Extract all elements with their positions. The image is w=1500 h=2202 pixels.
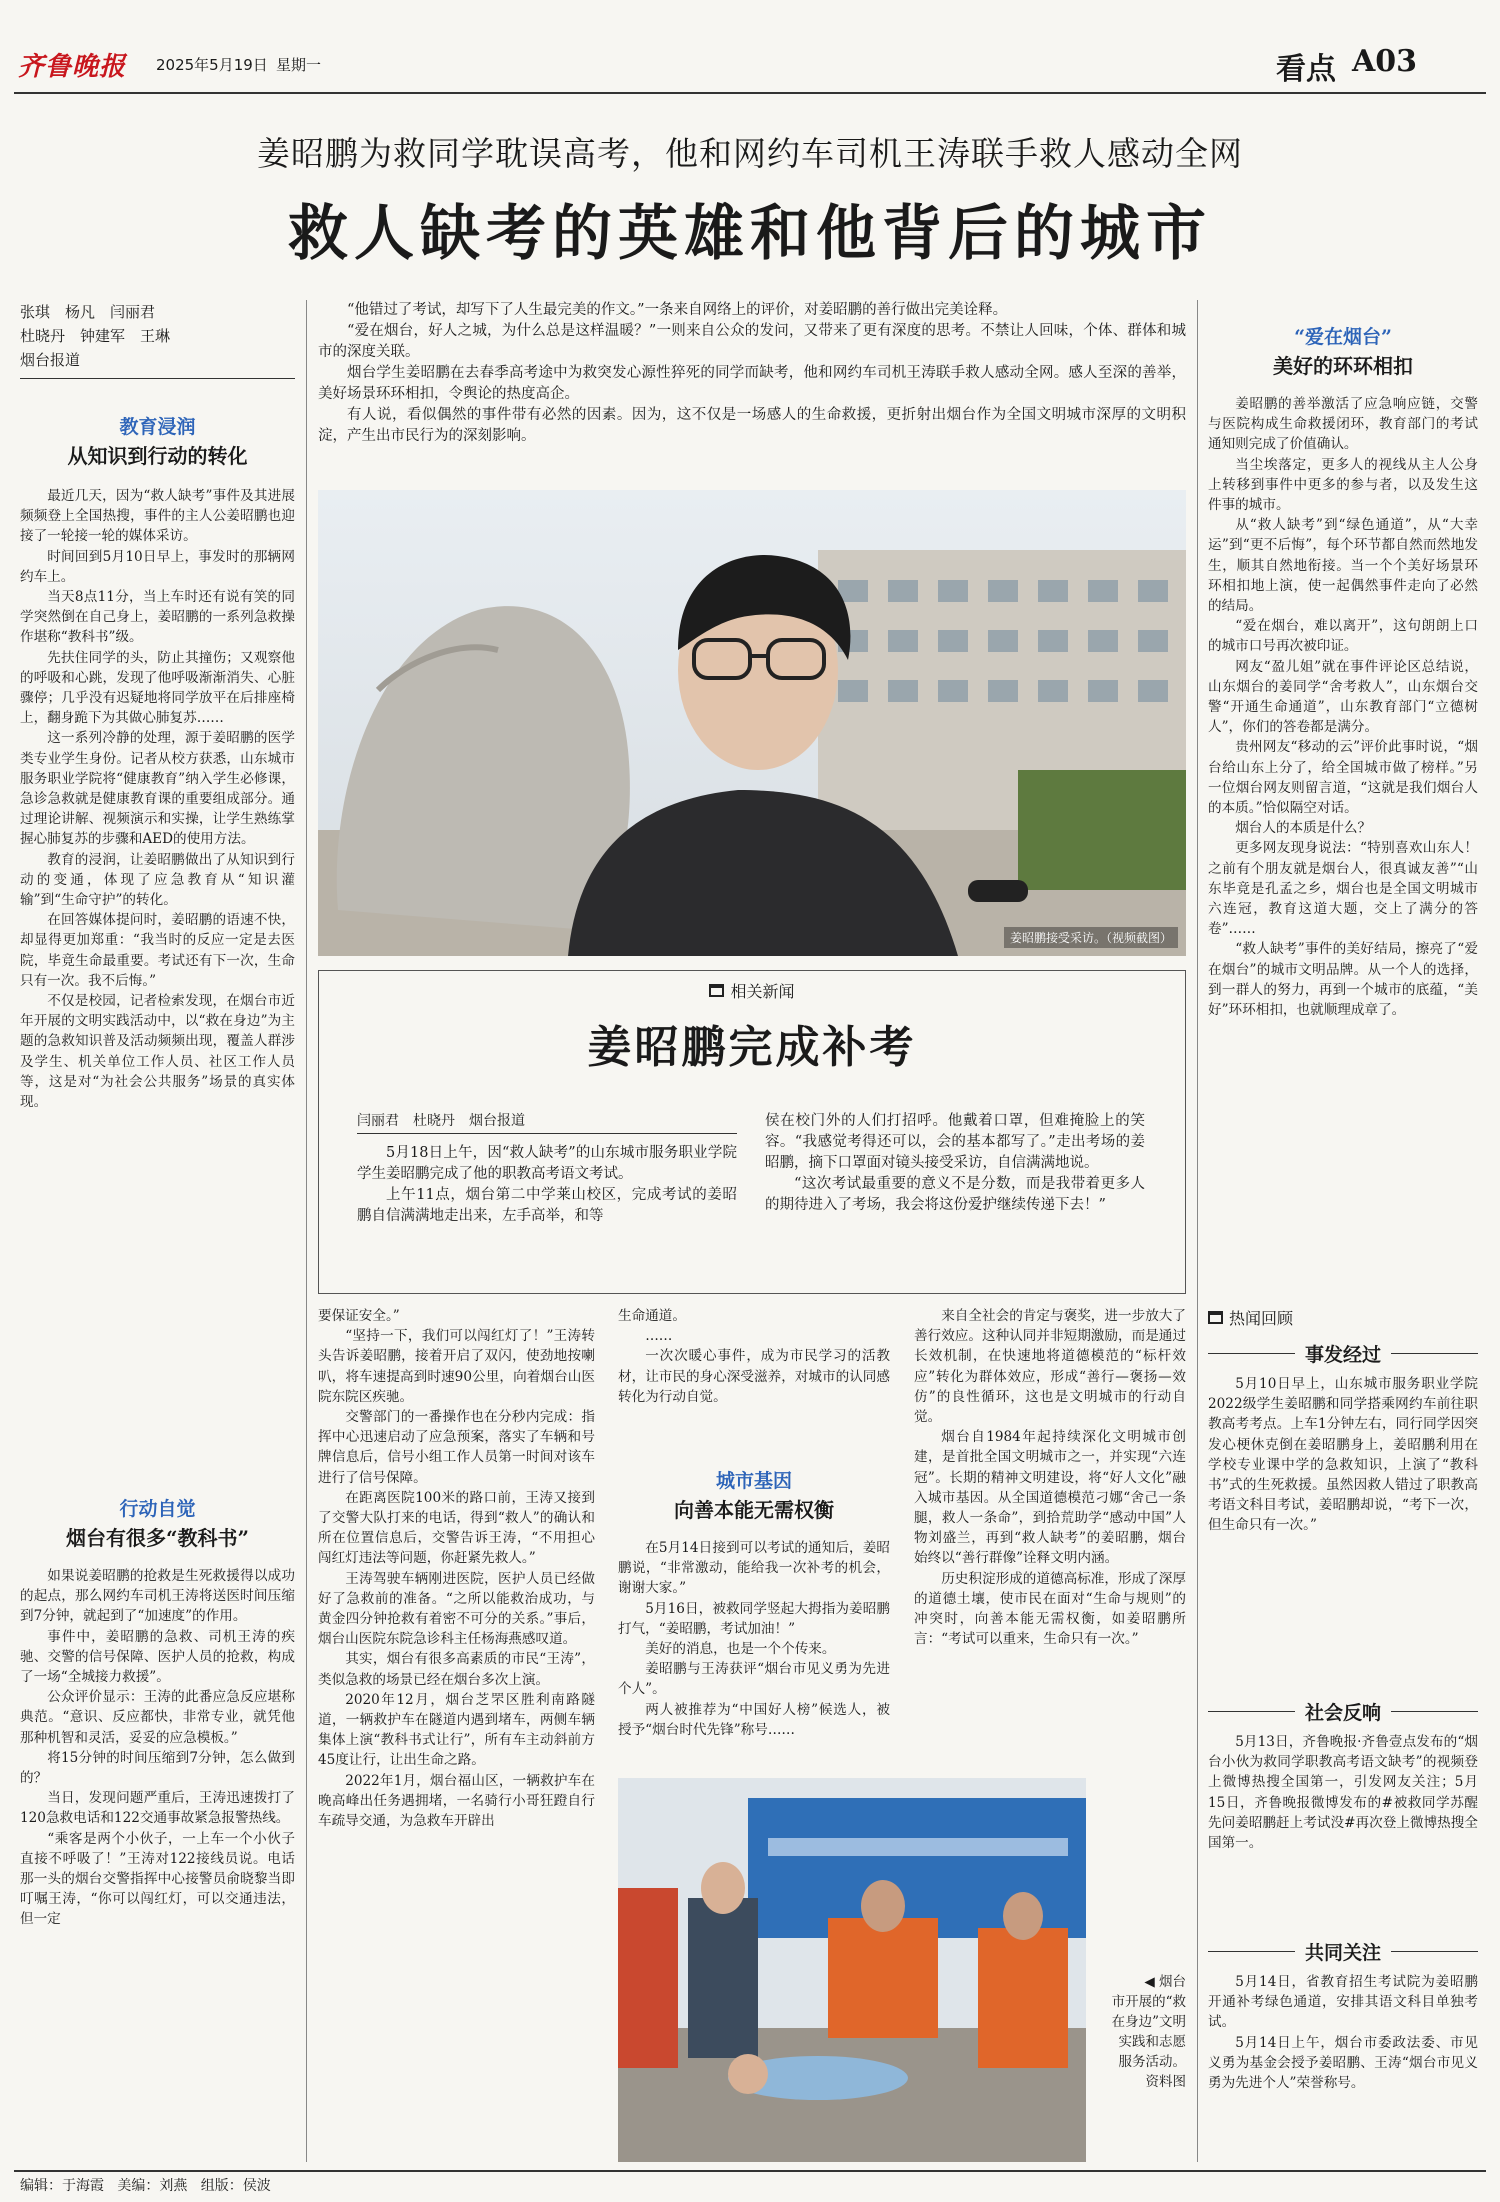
paragraph: 上午11点，烟台第二中学莱山校区，完成考试的姜昭鹏自信满满地走出来，左手高举，和等 <box>357 1187 737 1224</box>
paragraph: 5月14日，省教育招生考试院为姜昭鹏开通补考绿色通道，安排其语文科目单独考试。 <box>1208 1974 1478 2031</box>
hot-paragraph <box>1208 1972 1478 2162</box>
paragraph: 时间回到5月10日早上，事发时的那辆网约车上。 <box>20 548 295 585</box>
section3-title: 向善本能无需权衡 <box>674 1498 834 1522</box>
paragraph: 如果说姜昭鹏的抢救是生死救援得以成功的起点，那么网约车司机王涛将送医时间压缩到7分钟，就起到了“加速度”的作用。 <box>20 1568 295 1625</box>
paragraph: “救人缺考”事件的美好结局，擦亮了“爱在烟台”的城市文明品牌。从一个人的选择，到一群人的努力，再到一个城市的底蕴，“美好”环环相扣，也就顺理成章了。 <box>1208 941 1478 1019</box>
masthead <box>14 40 1486 90</box>
paragraph: 来自全社会的肯定与褒奖，进一步放大了善行效应。这种认同并非短期激励，而是通过长效机制，在快速地将道德模范的“标杆效应”转化为群体效应，形成“善行—褒扬—效仿”的良性循环，这也是文明城市的行动自觉。 <box>914 1308 1186 1426</box>
paragraph: 两人被推荐为“中国好人榜”候选人，被授予“烟台时代先锋”称号…… <box>618 1701 890 1738</box>
paragraph: “坚持一下，我们可以闯红灯了！”王涛转头告诉姜昭鹏，接着开启了双闪，使劲地按喇叭，将车速提高到时速90公里，向着烟台山医院东院区疾驰。 <box>318 1328 595 1405</box>
interview-photo-image <box>318 490 1186 956</box>
section2-title: 烟台有很多“教科书” <box>65 1526 249 1550</box>
heading-rule <box>1391 1951 1478 1953</box>
paragraph: “乘客是两个小伙子，一上车一个小伙子直接不呼吸了！”王涛对122接线员说。电话那一头的烟台交警指挥中心接警员俞晓黎当即叮嘱王涛，“你可以闯红灯，可以交通违法，但一定 <box>20 1830 295 1928</box>
heading-rule <box>1208 1353 1295 1355</box>
paragraph: 王涛驾驶车辆刚进医院，医护人员已经做好了急救前的准备。“之所以能救治成功，与黄金四分钟抢救有着密不可分的关系。”事后，烟台山医院东院急诊科主任杨海燕感叹道。 <box>318 1570 595 1648</box>
hot-paragraph <box>1208 1374 1478 1686</box>
paragraph: 教育的浸润，让姜昭鹏做出了从知识到行动的变通，体现了应急教育从“知识灌输”到“生命守护”的转化。 <box>20 851 295 909</box>
paragraph: 其实，烟台有很多高素质的市民“王涛”，类似急救的场景已经在烟台多次上演。 <box>318 1651 595 1688</box>
caption-line: 市开展的“救 <box>1111 1994 1186 2010</box>
paragraph: 5月14日上午，烟台市委政法委、市见义勇为基金会授予姜昭鹏、王涛“烟台市见义勇为先进个人”荣誉称号。 <box>1208 2034 1478 2092</box>
paragraph: “爱在烟台，难以离开”，这句朗朗上口的城市口号再次被印证。 <box>1208 618 1478 655</box>
related-news-box <box>318 970 1186 1294</box>
hot-news-tag-label: 热闻回顾 <box>1229 1309 1294 1328</box>
volunteer-photo <box>618 1778 1086 2162</box>
paragraph: 历史积淀形成的道德高标准，形成了深厚的道德土壤，使市民在面对“生命与规则”的冲突时，向善本能无需权衡，如姜昭鹏所言：“考试可以重来，生命只有一次。” <box>914 1570 1186 1648</box>
heading-rule <box>1391 1353 1478 1355</box>
hot-heading <box>1208 1340 1478 1367</box>
footer-editor: 编辑：于海霞 <box>20 2178 104 2194</box>
section1-kicker: 教育浸润 <box>119 416 196 438</box>
section1-title: 从知识到行动的转化 <box>67 444 248 468</box>
hot-heading <box>1208 1698 1478 1725</box>
paragraph: 交警部门的一番操作也在分秒内完成：指挥中心迅速启动了应急预案，落实了车辆和号牌信息后，信号小组工作人员第一时间对该车进行了信号保障。 <box>318 1409 595 1486</box>
paragraph: 当天8点11分，当上车时还有说有笑的同学突然倒在自己身上，姜昭鹏的一系列急救操作堪称“教科书”级。 <box>20 589 295 646</box>
newspaper-logo: 齐鲁晚报 <box>18 52 127 82</box>
volunteer-photo-caption <box>1094 1972 1186 2092</box>
paragraph: 事件中，姜昭鹏的急救、司机王涛的疾驰、交警的信号保障、医护人员的抢救，构成了一场“全城接力救援”。 <box>20 1628 295 1686</box>
byline-rule <box>20 378 295 379</box>
paragraph: 将15分钟的时间压缩到7分钟，怎么做到的？ <box>20 1749 295 1787</box>
section3-right <box>914 1306 1186 1766</box>
headline-subtitle: 姜昭鹏为救同学耽误高考，他和网约车司机王涛联手救人感动全网 <box>257 134 1243 173</box>
byline-line: 张琪 杨凡 闫丽君 <box>20 303 156 321</box>
hot-heading-text: 共同关注 <box>1305 1942 1382 1964</box>
paragraph: 当日，发现问题严重后，王涛迅速拨打了120急救电话和122交通事故紧急报警热线。 <box>20 1790 295 1827</box>
right-section-kicker: “爱在烟台” <box>1294 326 1392 348</box>
caption-line: 资料图 <box>1145 2074 1186 2090</box>
paragraph: 姜昭鹏的善举激活了应急响应链，交警与医院构成生命救援闭环，教育部门的考试通知则完成了价值确认。 <box>1208 396 1478 453</box>
news-tag-icon <box>1208 1311 1223 1324</box>
volunteer-photo-image <box>618 1778 1086 2162</box>
paragraph: 从“救人缺考”到“绿色通道”，从“大幸运”到“更不后悔”，每个环节都自然而然地发生，顺其自然地衔接。当一个个美好场景环环相扣地上演，使一起偶然事件走向了必然的结局。 <box>1208 517 1478 615</box>
section2-kicker: 行动自觉 <box>119 1498 196 1520</box>
byline <box>20 300 290 372</box>
issue-weekday: 星期一 <box>276 56 322 74</box>
paragraph: 5月18日上午，因“救人缺考”的山东城市服务职业学院学生姜昭鹏完成了他的职教高考语文考试。 <box>357 1145 737 1182</box>
paragraph: 不仅是校园，记者检索发现，在烟台市近年开展的文明实践活动中，以“救在身边”为主题的急救知识普及活动频频出现，覆盖人群涉及学生、机关单位工作人员、社区工作人员等，这是对“为社会公共服务”场景的真实体现。 <box>20 993 295 1111</box>
paragraph: 贵州网友“移动的云”评价此事时说，“烟台给山东上分了，给全国城市做了榜样。”另一位烟台网友则留言道，“这就是我们烟台人的本质。”恰似隔空对话。 <box>1208 739 1478 817</box>
related-byline-rule <box>357 1133 737 1134</box>
paragraph: 烟台人的本质是什么？ <box>1235 820 1372 837</box>
byline-line: 杜晓丹 钟建军 王琳 <box>20 327 171 345</box>
paragraph: 姜昭鹏与王涛获评“烟台市见义勇为先进个人”。 <box>618 1661 890 1698</box>
paragraph: 这一系列冷静的处理，源于姜昭鹏的医学类专业学生身份。记者从校方获悉，山东城市服务职业学院将“健康教育”纳入学生必修课，急诊急救就是健康教育课的重要组成部分。通过理论讲解、视频演示和实操，让学生熟练掌握心肺复苏的步骤和AED的使用方法。 <box>20 730 295 848</box>
paragraph: 当尘埃落定，更多人的视线从主人公身上转移到事件中更多的参与者，以及发生这件事的城市。 <box>1208 456 1478 514</box>
caption-line: 在身边”文明 <box>1111 2014 1186 2030</box>
paragraph: 网友“盈儿姐”就在事件评论区总结说，山东烟台的姜同学“舍考救人”，山东烟台交警“开通生命通道”，山东教育部门“立德树人”，你们的答卷都是满分。 <box>1208 658 1478 736</box>
related-news-left <box>357 1143 737 1283</box>
section2-body <box>20 1566 295 2160</box>
paragraph: 5月10日早上，山东城市服务职业学院2022级学生姜昭鹏和同学搭乘网约车前往职教高考考点。上车1分钟左右，同行同学因突发心梗休克倒在姜昭鹏身上，姜昭鹏利用在学校专业课中学的急救知识，上演了“教科书”式的生死救援。虽然因救人错过了职教高考语文科目考试，姜昭鹏却说，“考下一次，但生命只有一次。” <box>1208 1376 1478 1534</box>
paragraph: 5月13日，齐鲁晚报·齐鲁壹点发布的“烟台小伙为救同学职教高考语文缺考”的视频登上微博热搜全国第一，引发网友关注；5月15日，齐鲁晚报微博发布的#被救同学苏醒先问姜昭鹏赶上考试没#再次登上微博热搜全国第一。 <box>1208 1734 1478 1852</box>
hot-heading-text: 社会反响 <box>1305 1702 1382 1724</box>
hot-news-tag <box>1208 1306 1293 1329</box>
section-name: 看点 <box>1276 52 1336 87</box>
related-news-title: 姜昭鹏完成补考 <box>587 1022 917 1073</box>
paragraph: 烟台自1984年起持续深化文明城市创建，是首批全国文明城市之一，并实现“六连冠”。长期的精神文明建设，将“好人文化”融入城市基因。从全国道德模范刁娜“舍己一条腿，救人一条命”，到拾荒助学“感动中国”人物刘盛兰，再到“救人缺考”的姜昭鹏，烟台始终以“善行群像”诠释文明内涵。 <box>914 1429 1186 1567</box>
section3-intro <box>618 1306 890 1466</box>
paragraph: 先扶住同学的头，防止其撞伤；又观察他的呼吸和心跳，发现了他呼吸渐渐消失、心脏骤停；几乎没有迟疑地将同学放平在后排座椅上，翻身跪下为其做心肺复苏…… <box>20 649 295 727</box>
footer-rule <box>14 2170 1486 2172</box>
caption-line: 实践和志愿 <box>1118 2034 1186 2050</box>
paragraph: 最近几天，因为“救人缺考”事件及其进展频频登上全国热搜，事件的主人公姜昭鹏也迎接了一轮接一轮的媒体采访。 <box>20 488 295 545</box>
interview-photo-caption: 姜昭鹏接受采访。（视频截图） <box>1004 927 1178 948</box>
hot-heading-text: 事发经过 <box>1305 1344 1382 1366</box>
headline-title: 救人缺考的英雄和他背后的城市 <box>288 199 1212 269</box>
news-tag-icon <box>709 984 724 997</box>
paragraph: …… <box>645 1328 673 1345</box>
caption-line: 服务活动。 <box>1118 2054 1186 2070</box>
lead-paragraph: “他错过了考试，却写下了人生最完美的作文。”一条来自网络上的评价，对姜昭鹏的善行做出完美诠释。 <box>347 302 1008 318</box>
related-news-byline: 闫丽君 杜晓丹 烟台报道 <box>357 1113 525 1129</box>
heading-rule <box>1208 1951 1295 1953</box>
heading-rule <box>1391 1711 1478 1713</box>
page-number: A03 <box>1352 44 1418 79</box>
paragraph: 美好的消息，也是一个个传来。 <box>645 1641 836 1658</box>
byline-line: 烟台报道 <box>20 351 81 369</box>
right-section-title: 美好的环环相扣 <box>1273 354 1413 378</box>
heading-rule <box>1208 1711 1295 1713</box>
footer-proof: 组版：侯波 <box>200 2178 271 2194</box>
lead-paragraph: “爱在烟台，好人之城，为什么总是这样温暖？”一则来自公众的发问，又带来了更有深度的思考。不禁让人回味，个体、群体和城市的深度关联。 <box>318 323 1186 360</box>
section2-continued <box>318 1306 595 2162</box>
paragraph: 要保证安全。” <box>318 1308 400 1324</box>
section3-body <box>618 1538 890 1766</box>
paragraph: 更多网友现身说法：“特别喜欢山东人！之前有个朋友就是烟台人，很真诚友善”“山东毕竟是孔孟之乡，烟台也是全国文明城市六连冠，教育这道大题，交上了满分的答卷”…… <box>1208 840 1478 938</box>
issue-date: 2025年5月19日 <box>156 56 268 74</box>
column-rule <box>1197 300 1198 2162</box>
paragraph: 5月16日，被救同学竖起大拇指为姜昭鹏打气，“姜昭鹏，考试加油！” <box>618 1600 890 1637</box>
footer-credits <box>20 2176 271 2196</box>
interview-photo <box>318 490 1186 956</box>
paragraph: 2022年1月，烟台福山区，一辆救护车在晚高峰出任务遇拥堵，一名骑行小哥狂蹬自行车疏导交通，为急救车开辟出 <box>318 1772 595 1830</box>
right-section-body <box>1208 394 1478 1234</box>
lead-text <box>318 300 1186 470</box>
paragraph: 在回答媒体提问时，姜昭鹏的语速不快，却显得更加郑重：“我当时的反应一定是去医院，毕竟生命最重要。考试还有下一次，生命只有一次。我不后悔。” <box>20 912 295 989</box>
footer-designer: 美编：刘燕 <box>117 2178 188 2194</box>
related-news-tag-label: 相关新闻 <box>730 982 795 1001</box>
related-news-tag <box>319 979 1185 1002</box>
lead-paragraph: 烟台学生姜昭鹏在去春季高考途中为救突发心源性猝死的同学而缺考，他和网约车司机王涛联手救人感动全网。感人至深的善举，美好场景环环相扣，令舆论的热度高企。 <box>318 365 1186 402</box>
section3-kicker: 城市基因 <box>715 1470 792 1492</box>
caption-line: ◀ 烟台 <box>1144 1974 1186 1990</box>
paragraph: 2020年12月，烟台芝罘区胜利南路隧道，一辆救护车在隧道内遇到堵车，两侧车辆集体上演“教科书式让行”，所有车主动斜前方45度让行，让出生命之路。 <box>318 1691 595 1769</box>
masthead-rule <box>14 92 1486 94</box>
column-rule <box>306 300 307 2162</box>
paragraph: 一次次暖心事件，成为市民学习的活教材，让市民的身心深受滋养，对城市的认同感转化为行动自觉。 <box>618 1348 890 1405</box>
paragraph: 侯在校门外的人们打招呼。他戴着口罩，但难掩脸上的笑容。“我感觉考得还可以，会的基本都写了。”走出考场的姜昭鹏，摘下口罩面对镜头接受采访，自信满满地说。 <box>765 1113 1145 1171</box>
hot-paragraph <box>1208 1732 1478 1932</box>
paragraph: 公众评价显示：王涛的此番应急反应堪称典范。“意识、反应都快，非常专业，就凭他那种机智和灵活，妥妥的应急模板。” <box>20 1689 295 1746</box>
paragraph: 生命通道。 <box>618 1308 686 1324</box>
paragraph: 在距离医院100米的路口前，王涛又接到了交警大队打来的电话，得到“救人”的确认和所在位置信息后，交警告诉王涛，“不用担心闯红灯违法等问题，你赶紧先救人。” <box>318 1489 595 1567</box>
section1-body <box>20 486 295 1482</box>
lead-paragraph: 有人说，看似偶然的事件带有必然的因素。因为，这不仅是一场感人的生命救援，更折射出烟台作为全国文明城市深厚的文明积淀，产生出市民行为的深刻影响。 <box>318 407 1186 444</box>
paragraph: “这次考试最重要的意义不是分数，而是我带着更多人的期待进入了考场，我会将这份爱护继续传递下去！” <box>765 1176 1145 1213</box>
hot-heading <box>1208 1938 1478 1965</box>
related-news-right <box>765 1111 1145 1281</box>
paragraph: 在5月14日接到可以考试的通知后，姜昭鹏说，“非常激动，能给我一次补考的机会，谢谢大家。” <box>618 1540 890 1597</box>
